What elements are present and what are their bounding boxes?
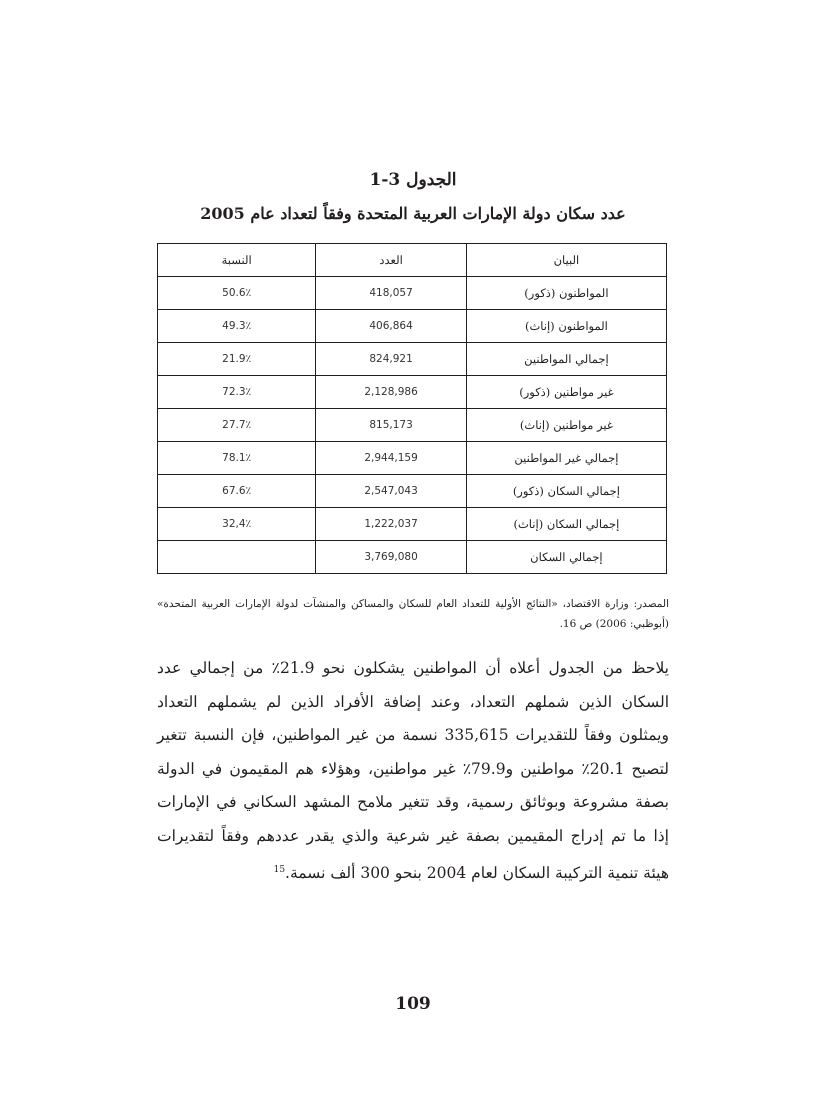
table-row	[158, 376, 667, 409]
table-number: الجدول 3-1	[369, 170, 457, 190]
row-label: إجمالي غير المواطنين	[466, 442, 666, 475]
footnote-reference: 15	[273, 864, 286, 875]
row-percent	[158, 541, 316, 574]
table-title: عدد سكان دولة الإمارات العربية المتحدة وفقاً لتعداد عام 2005	[200, 204, 626, 223]
table-row	[158, 541, 667, 574]
table-row	[158, 508, 667, 541]
table-row	[158, 310, 667, 343]
header-count: العدد	[316, 244, 466, 277]
row-percent: 50.6٪	[158, 277, 316, 310]
header-percent: النسبة	[158, 244, 316, 277]
row-count: 1,222,037	[316, 508, 466, 541]
table-row	[158, 409, 667, 442]
population-table	[157, 243, 667, 574]
row-count: 824,921	[316, 343, 466, 376]
row-count: 2,944,159	[316, 442, 466, 475]
row-label: غير مواطنين (إناث)	[466, 409, 666, 442]
table-header-row	[158, 244, 667, 277]
table-row	[158, 442, 667, 475]
row-percent: 27.7٪	[158, 409, 316, 442]
page-number: 109	[395, 994, 431, 1014]
row-label: غير مواطنين (ذكور)	[466, 376, 666, 409]
source-note: المصدر: وزارة الاقتصاد، «النتائج الأولية للتعداد العام للسكان والمساكن والمنشآت لدولة الإمارات العربية المتحدة» (أبوظبي: 2006) ص 16.	[157, 598, 669, 630]
row-label: المواطنون (إناث)	[466, 310, 666, 343]
row-label: إجمالي السكان (إناث)	[466, 508, 666, 541]
row-percent: 49.3٪	[158, 310, 316, 343]
row-label: إجمالي السكان (ذكور)	[466, 475, 666, 508]
row-count: 418,057	[316, 277, 466, 310]
row-count: 2,547,043	[316, 475, 466, 508]
body-paragraph	[157, 652, 669, 890]
table-row	[158, 277, 667, 310]
row-percent: 67.6٪	[158, 475, 316, 508]
table-row	[158, 475, 667, 508]
row-percent: 78.1٪	[158, 442, 316, 475]
body-text: يلاحظ من الجدول أعلاه أن المواطنين يشكلون نحو 21.9٪ من إجمالي عدد السكان الذين شملهم التعداد، وعند إضافة الأفراد الذين لم يشملهم التعداد ويمثلون وفقاً للتقديرات 335,615 نسمة من غير المواطنين، فإن النسبة تتغير لتصبح 20.1٪ مواطنين و79.9٪ غير مواطنين، وهؤلاء هم المقيمون في الدولة بصفة مشروعة وبوثائق رسمية، وقد تتغير ملامح المشهد السكاني في الإمارات إذا ما تم إدراج المقيمين بصفة غير شرعية والذي يقدر عددهم وفقاً لتقديرات هيئة تنمية التركيبة السكان لعام 2004 بنحو 300 ألف نسمة.	[157, 659, 670, 882]
row-label: إجمالي المواطنين	[466, 343, 666, 376]
row-percent: 32,4٪	[158, 508, 316, 541]
row-count: 815,173	[316, 409, 466, 442]
header-label: البيان	[466, 244, 666, 277]
row-count: 3,769,080	[316, 541, 466, 574]
row-label: إجمالي السكان	[466, 541, 666, 574]
row-percent: 21.9٪	[158, 343, 316, 376]
row-count: 2,128,986	[316, 376, 466, 409]
table-row	[158, 343, 667, 376]
row-count: 406,864	[316, 310, 466, 343]
row-percent: 72.3٪	[158, 376, 316, 409]
row-label: المواطنون (ذكور)	[466, 277, 666, 310]
